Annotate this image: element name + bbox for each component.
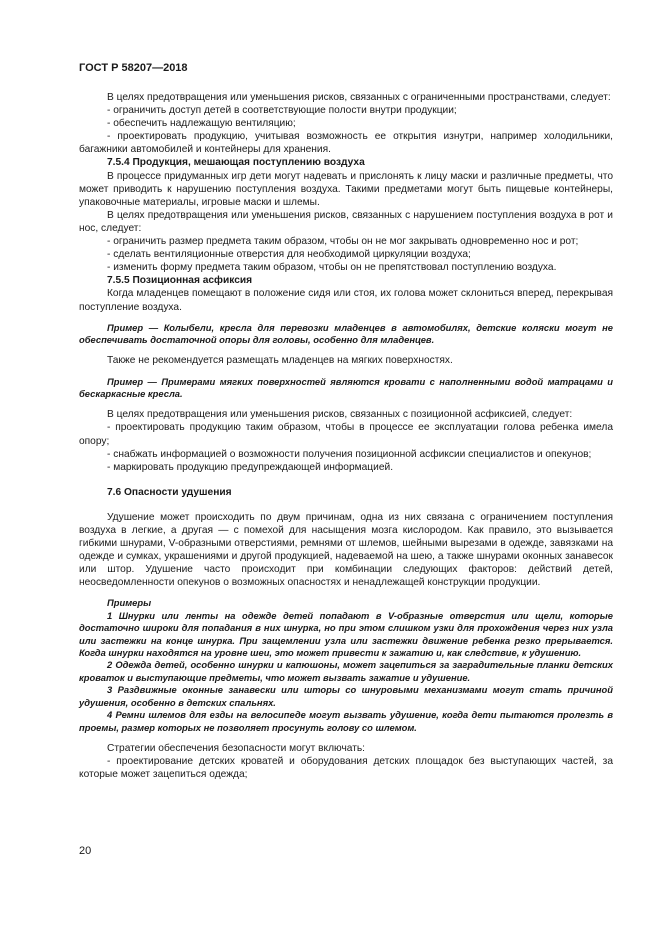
paragraph: В целях предотвращения или уменьшения рисков, связанных с ограниченными пространствами, следует: <box>107 92 611 103</box>
paragraph: Удушение может происходить по двум причинам, одна из них связана с ограничением поступления воздуха в легкие, а другая — с помехой для насыщения мозга кислородом. Как правило, это вызывается гибкими шнурами, V-образными отверстиями, ремнями от шлемов, шейными вырезами в одежде, завязками на одежде и сумках, украшениями и другой продукцией, надеваемой на шею, а также шнурами оконных занавесок или штор. Удушение часто происходит при комбинации следующих факторов: действий детей, неосведомленности опекунов о возможных опасностях и ненадлежащей конструкции продукции. <box>79 511 613 589</box>
list-item: - проектировать продукцию, учитывая возможность ее открытия изнутри, например холодильники, багажники автомобилей и контейнеры для хранения. <box>79 131 613 156</box>
list-item: - ограничить размер предмета таким образом, чтобы он не мог закрывать одновременно нос и рот; <box>107 236 579 248</box>
example-note: Пример — Колыбели, кресла для перевозки младенцев в автомобилях, детские коляски могут не обеспечивать достаточной опоры для головы, особенно для младенцев. <box>79 321 613 345</box>
example-item: 2 Одежда детей, особенно шнурки и капюшоны, может зацепиться за заградительные планки детских кроваток и выступающие предметы, что может вызвать зажатие и удушение. <box>79 659 613 683</box>
list-item: - изменить форму предмета таким образом, чтобы он не препятствовал поступлению воздуха. <box>107 262 557 274</box>
example-item: 4 Ремни шлемов для езды на велосипеде могут вызвать удушение, когда дети пытаются пролезть в проемы, размер которых не позволяет просунуть голову со шлемом. <box>79 709 613 733</box>
document-body <box>79 91 613 781</box>
paragraph: Когда младенцев помещают в положение сидя или стоя, их голова может склониться вперед, перекрывая поступление воздуха. <box>79 288 613 313</box>
paragraph: В целях предотвращения или уменьшения рисков, связанных с позиционной асфиксией, следует: <box>107 409 573 421</box>
examples-heading: Примеры <box>107 597 152 609</box>
example-note: Пример — Примерами мягких поверхностей являются кровати с наполненными водой матрацами и бескаркасные кресла. <box>79 375 613 399</box>
paragraph: В процессе придуманных игр дети могут надевать и прислонять к лицу маски и различные предметы, что может приводить к нарушению поступления воздуха. Такими предметами могут быть пищевые контейнеры, упаковочные материалы, игровые маски и шлемы. <box>79 170 613 208</box>
paragraph: Также не рекомендуется размещать младенцев на мягких поверхностях. <box>107 355 453 367</box>
paragraph: В целях предотвращения или уменьшения рисков, связанных с нарушением поступления воздуха в рот и нос, следует: <box>79 209 613 234</box>
section-heading: 7.5.4 Продукция, мешающая поступлению воздуха <box>107 157 365 169</box>
list-item: - маркировать продукцию предупреждающей информацией. <box>107 461 394 473</box>
example-item: 3 Раздвижные оконные занавески или шторы со шнуровыми механизмами могут стать причиной удушения, особенно в детских спальнях. <box>79 684 613 708</box>
page-number: 20 <box>79 845 92 857</box>
list-item: - ограничить доступ детей в соответствующие полости внутри продукции; <box>107 105 457 117</box>
list-item: - проектирование детских кроватей и оборудования детских площадок без выступающих частей, за которые может зацепиться одежда; <box>79 756 613 781</box>
list-item: - сделать вентиляционные отверстия для необходимой циркуляции воздуха; <box>107 249 471 261</box>
section-heading: 7.5.5 Позиционная асфиксия <box>107 275 253 287</box>
example-item: 1 Шнурки или ленты на одежде детей попадают в V-образные отверстия или щели, которые достаточно широки для попадания в них шнурка, но при этом слишком узки для прохождения через них узла или застежки на конце шнурка. При защемлении узла или застежки движение ребенка резко прерывается. Когда шнурки находятся на уровне шеи, это может привести к зажатию и, как следствие, к удушению. <box>79 609 613 659</box>
page-header-title: ГОСТ Р 58207—2018 <box>79 62 188 74</box>
paragraph: Стратегии обеспечения безопасности могут включать: <box>107 742 366 754</box>
list-item: - снабжать информацией о возможности получения позиционной асфиксии специалистов и опекунов; <box>107 448 592 460</box>
section-heading: 7.6 Опасности удушения <box>107 486 232 498</box>
list-item: - обеспечить надлежащую вентиляцию; <box>107 118 296 130</box>
list-item: - проектировать продукцию таким образом, чтобы в процессе ее эксплуатации голова ребенка имела опору; <box>79 422 613 447</box>
